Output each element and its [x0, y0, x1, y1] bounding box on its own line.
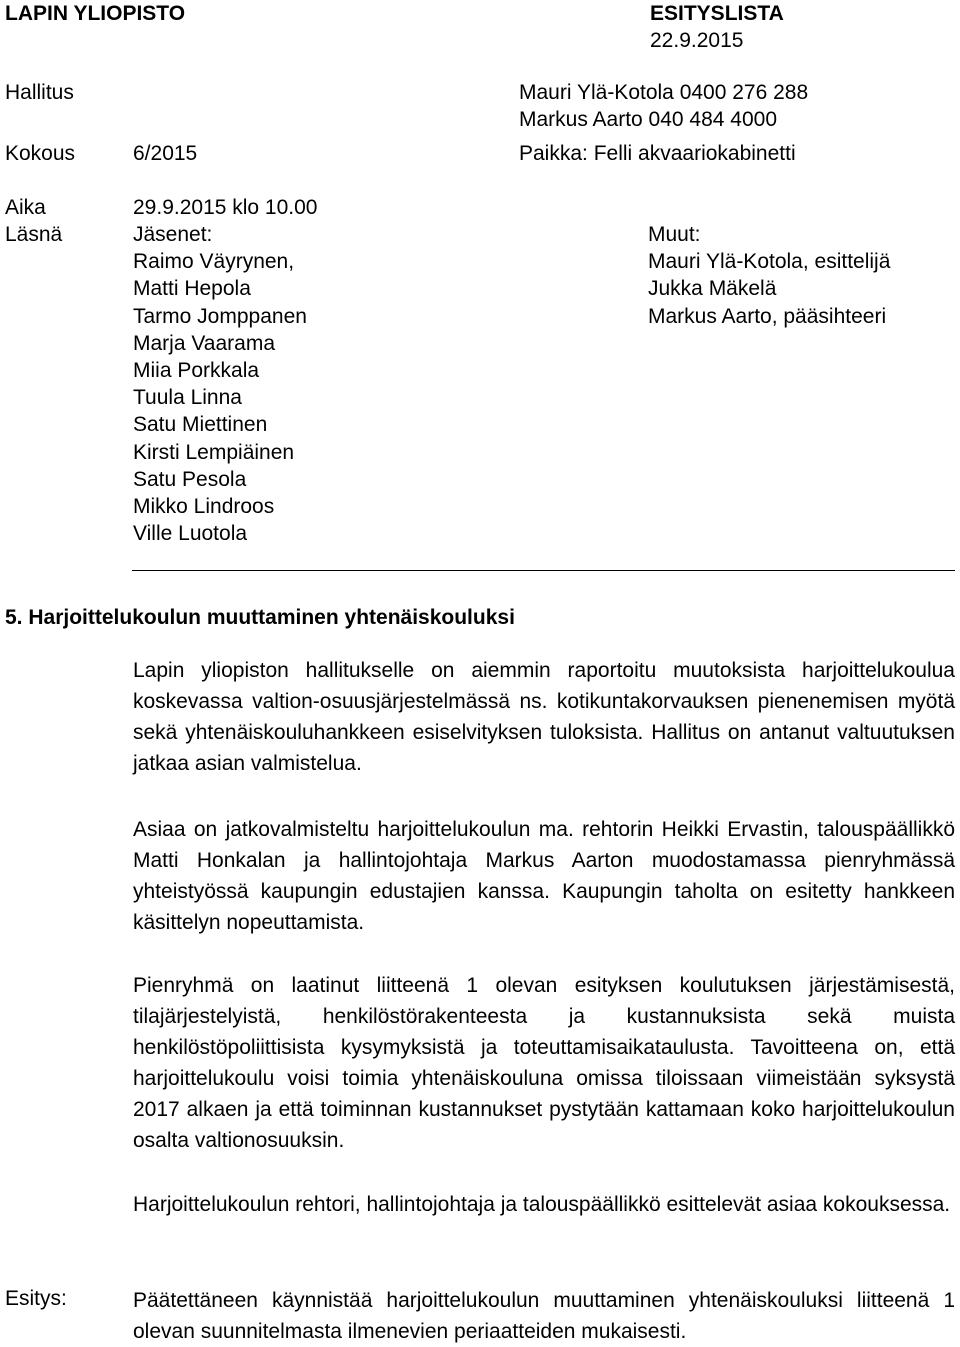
meeting-label: Kokous — [5, 142, 76, 165]
other-name: Mauri Ylä-Kotola, esittelijä — [648, 250, 891, 274]
member-name: Satu Miettinen — [133, 413, 268, 437]
member-name: Satu Pesola — [133, 467, 247, 491]
member-name: Mikko Lindroos — [133, 495, 275, 519]
other-name: Markus Aarto, pääsihteeri — [648, 304, 887, 328]
member-name: Miia Porkkala — [133, 359, 260, 383]
meeting-number: 6/2015 — [133, 142, 198, 165]
item-paragraph: Lapin yliopiston hallitukselle on aiemmin raportoitu muutoksista harjoittelukoulua koskevassa valtion-osuusjärjestelmässä ns. kotikuntakorvauksen pienenemisen myötä sekä yhtenäiskouluhankkeen esiselvityksen tuloksista. Hallitus on antanut valtuutuksen jatkaa asian valmistelua. — [133, 659, 955, 775]
time-value: 29.9.2015 klo 10.00 — [133, 196, 318, 219]
organization-name: LAPIN YLIOPISTO — [5, 2, 186, 25]
members-list — [133, 221, 307, 547]
present-label: Läsnä — [5, 223, 63, 246]
divider — [132, 570, 955, 571]
body-label: Hallitus — [5, 81, 74, 104]
item-paragraph: Asiaa on jatkovalmisteltu harjoittelukoulun ma. rehtorin Heikki Ervastin, talouspäällikkö Matti Honkalan ja hallintojohtaja Markus Aarton muodostamassa pienryhmässä yhteistyössä kaupungin edustajien kanssa. Kaupungin taholta on esitetty hankkeen käsittelyn nopeuttamista. — [133, 818, 955, 934]
proposal-text: Päätettäneen käynnistää harjoittelukoulun muuttaminen yhtenäiskouluksi liitteenä 1 olevan suunnitelmasta ilmenevien periaatteiden mukaisesti. — [133, 1289, 955, 1343]
item-title: 5. Harjoittelukoulun muuttaminen yhtenäiskouluksi — [5, 606, 515, 629]
member-name: Matti Hepola — [133, 277, 251, 301]
member-name: Kirsti Lempiäinen — [133, 440, 295, 464]
contact-1: Mauri Ylä-Kotola 0400 276 288 — [519, 81, 809, 104]
member-name: Tarmo Jomppanen — [133, 304, 307, 328]
document-date: 22.9.2015 — [650, 29, 744, 52]
member-name: Raimo Väyrynen, — [133, 250, 295, 274]
item-paragraph: Pienryhmä on laatinut liitteenä 1 olevan esityksen koulutuksen järjestämisestä, tilajärjestelyistä, henkilöstörakenteesta ja kustannuksista sekä muista henkilöstöpoliittisista kysymyksistä ja toteuttamisaikataulusta. Tavoitteena on, että harjoittelukoulu voisi toimia yhtenäiskouluna omissa tiloissaan viimeistään syksystä 2017 alkaen ja että toiminnan kustannukset pystytään kattamaan koko harjoittelukoulun osalta valtionosuuksin. — [133, 974, 955, 1152]
members-heading: Jäsenet: — [133, 223, 213, 246]
member-name: Marja Vaarama — [133, 331, 275, 355]
member-name: Ville Luotola — [133, 522, 248, 546]
contact-2: Markus Aarto 040 484 4000 — [519, 108, 778, 131]
others-heading: Muut: — [648, 223, 701, 246]
document-type: ESITYSLISTA — [650, 2, 784, 25]
time-label: Aika — [5, 196, 46, 219]
others-list — [648, 221, 890, 330]
item-paragraph: Harjoittelukoulun rehtori, hallintojohtaja ja talouspäällikkö esittelevät asiaa kokouksessa. — [133, 1193, 951, 1216]
meeting-place: Paikka: Felli akvaariokabinetti — [519, 142, 796, 165]
proposal-label: Esitys: — [5, 1287, 67, 1310]
other-name: Jukka Mäkelä — [648, 277, 777, 301]
member-name: Tuula Linna — [133, 386, 242, 410]
